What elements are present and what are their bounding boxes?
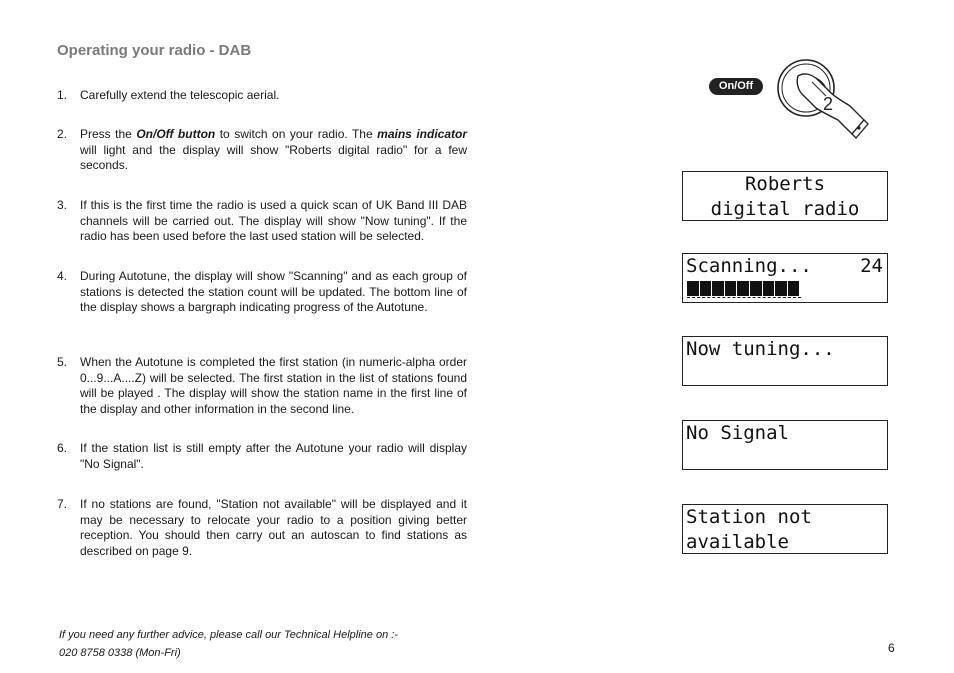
step-number: 1.	[57, 88, 68, 102]
step-text	[80, 269, 467, 316]
instruction-step	[57, 127, 467, 174]
step-text	[80, 355, 467, 417]
page-title: Operating your radio - DAB	[57, 42, 252, 59]
step-marker: 2	[823, 94, 834, 114]
progress-block	[700, 281, 712, 296]
step-text-run: When the Autotune is completed the first station (in numeric-alpha order 0...9...A....Z) will be selected. The first station in the list of stations found will be played . The display will show the station name in the first line of the display and other information in the second line.	[80, 355, 467, 416]
lcd-scanning	[682, 253, 888, 303]
step-text-run: Press the	[80, 127, 137, 141]
step-text-run: Carefully extend the telescopic aerial.	[80, 88, 280, 102]
lcd-station-not-available	[682, 504, 888, 554]
step-number: 3.	[57, 198, 68, 212]
emphasized-term: On/Off button	[136, 127, 216, 141]
step-number: 2.	[57, 127, 68, 141]
progress-block	[687, 281, 699, 296]
step-number: 7.	[57, 497, 68, 511]
step-text-run: If no stations are found, "Station not available" will be displayed and it may be necessary to relocate your radio to a position giving better reception. You should then carry out an autoscan to find stations as described on page 9.	[80, 497, 467, 558]
progress-block	[712, 281, 724, 296]
step-number: 4.	[57, 269, 68, 283]
instruction-step	[57, 269, 467, 316]
on-off-button: On/Off	[709, 78, 763, 95]
step-text	[80, 88, 467, 104]
step-text	[80, 441, 467, 472]
step-text	[80, 497, 467, 559]
progress-block	[775, 281, 787, 296]
step-text-run: will light and the display will show "Roberts digital radio" for a few seconds.	[80, 142, 467, 172]
page-number: 6	[888, 641, 895, 655]
lcd-no-signal	[682, 420, 888, 470]
instruction-step	[57, 355, 467, 417]
progress-bargraph	[687, 281, 799, 296]
instruction-step	[57, 441, 467, 472]
step-text	[80, 127, 467, 174]
progress-block	[788, 281, 800, 296]
emphasized-term: mains indicator	[377, 127, 467, 141]
step-number: 6.	[57, 441, 68, 455]
hand-pressing-knob-icon	[772, 58, 872, 140]
lcd-line-1: Station not	[686, 506, 812, 528]
lcd-line-1: No Signal	[686, 422, 789, 444]
instruction-step	[57, 88, 467, 104]
lcd-line-2: available	[686, 531, 789, 553]
step-text-run: If the station list is still empty after the Autotune your radio will display "No Signal".	[80, 441, 467, 471]
lcd-now-tuning	[682, 336, 888, 386]
step-text-run: to switch on your radio. The	[215, 127, 378, 141]
progress-block	[763, 281, 775, 296]
step-text-run: If this is the first time the radio is used a quick scan of UK Band III DAB channels will be carried out. The display will show "Now tuning". If the radio has been used before the last used station will be selected.	[80, 198, 467, 243]
step-text	[80, 198, 467, 245]
step-number: 5.	[57, 355, 68, 369]
step-text-run: During Autotune, the display will show "Scanning" and as each group of stations is detected the station count will be updated. The bottom line of the display shows a bargraph indicating progress of the Autotune.	[80, 269, 467, 314]
instruction-step	[57, 497, 467, 559]
progress-block	[725, 281, 737, 296]
lcd-line-1: Scanning...	[686, 255, 812, 277]
station-count: 24	[860, 255, 883, 277]
progress-block	[750, 281, 762, 296]
lcd-line-1: Now tuning...	[686, 338, 835, 360]
lcd-roberts-digital-radio	[682, 171, 888, 221]
progress-block	[737, 281, 749, 296]
bargraph-underline	[687, 297, 801, 300]
helpline-text: If you need any further advice, please call our Technical Helpline on :-	[59, 629, 398, 641]
lcd-line-1: Roberts	[744, 173, 826, 195]
helpline-number: 020 8758 0338 (Mon-Fri)	[59, 647, 181, 659]
instruction-step	[57, 198, 467, 245]
lcd-line-2: digital radio	[710, 198, 860, 220]
